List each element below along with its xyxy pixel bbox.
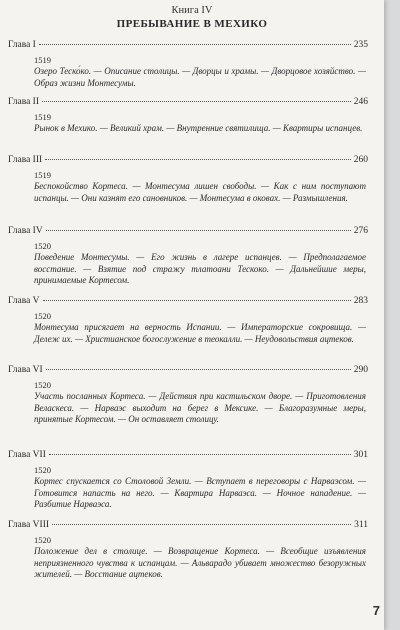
chapter-label: Глава VIII xyxy=(8,520,50,530)
chapter-heading xyxy=(8,155,368,167)
chapter-page-number: 283 xyxy=(353,296,368,306)
chapter-page-number: 235 xyxy=(353,40,368,50)
chapter-summary: Монтесума присягает на верность Испании. — Императорские сокровища. — Дележ их. — Христианское богослужение в теокалли. — Неудовольствия ацтеков. xyxy=(34,322,366,344)
chapter-page-number: 290 xyxy=(353,365,368,375)
part-title: ПРЕБЫВАНИЕ В МЕХИКО xyxy=(116,18,268,30)
chapter-summary: Рынок в Мехико. — Великий храм. — Внутренние святилища. — Квартиры испанцев. xyxy=(34,123,363,133)
chapter-page-number: 276 xyxy=(353,226,368,236)
chapter-summary: Участь посланных Кортеса. — Действия при кастильском дворе. — Приготовления Веласкеса. — Нарваэс выходит на берег в Мексике. — Благоразумные меры, принятые Кортесом. — Он оставляет столицу. xyxy=(34,391,366,424)
chapter-year: 1519 xyxy=(34,170,51,180)
chapter-label: Глава II xyxy=(8,97,40,107)
chapter-label: Глава I xyxy=(8,40,36,50)
page-number: 7 xyxy=(372,603,380,618)
chapter-label: Глава VII xyxy=(8,450,46,460)
chapter-entry xyxy=(8,296,368,345)
chapter-entry xyxy=(8,40,368,89)
chapter-year: 1520 xyxy=(34,311,51,321)
chapter-heading xyxy=(8,296,368,308)
chapter-label: Глава V xyxy=(8,296,40,306)
book-label: Книга IV xyxy=(171,5,213,16)
chapter-year: 1520 xyxy=(34,380,51,390)
dot-leader xyxy=(46,369,351,370)
dot-leader xyxy=(42,101,351,102)
chapter-label: Глава VI xyxy=(8,365,43,375)
chapter-summary: Беспокойство Кортеса. — Монтесума лишен свободы. — Как с ним поступают испанцы. — Они казнят его сановников. — Монтесума в оковах. — Размышления. xyxy=(34,181,366,203)
chapter-entry xyxy=(8,155,368,204)
chapter-entry xyxy=(8,365,368,426)
dot-leader xyxy=(49,454,351,455)
chapter-year: 1519 xyxy=(34,55,51,65)
chapter-summary: Поведение Монтесумы. — Его жизнь в лагере испанцев. — Предполагаемое восстание. — Взятие под стражу тлатоани Тескоко. — Дальнейшие меры, принимаемые Кортесом. xyxy=(34,252,366,285)
chapter-year: 1519 xyxy=(34,112,51,122)
chapter-entry xyxy=(8,97,368,135)
dot-leader xyxy=(39,44,351,45)
chapter-year: 1520 xyxy=(34,535,51,545)
chapter-heading xyxy=(8,97,368,109)
chapter-page-number: 246 xyxy=(353,97,368,107)
chapter-summary: Положение дел в столице. — Возвращение Кортеса. — Всеобщие изъявления неприязненного чувства к испанцам. — Альварадо убивает множество безоружных жителей. — Восстание ацтеков. xyxy=(34,546,366,579)
chapter-heading xyxy=(8,226,368,238)
chapter-entry xyxy=(8,226,368,287)
chapter-label: Глава IV xyxy=(8,226,43,236)
dot-leader xyxy=(46,230,351,231)
chapter-year: 1520 xyxy=(34,465,51,475)
chapter-page-number: 311 xyxy=(354,520,368,530)
dot-leader xyxy=(43,300,351,301)
chapter-summary: Кортес спускается со Столовой Земли. — Вступает в переговоры с Нарваэсом. — Готовится напасть на него. — Квартира Нарваэса. — Ночное нападение. — Разбитие Нарваэса. xyxy=(34,476,366,509)
chapter-heading xyxy=(8,450,368,462)
dot-leader xyxy=(52,524,351,525)
chapter-heading xyxy=(8,520,368,532)
chapter-page-number: 301 xyxy=(353,450,368,460)
chapter-heading xyxy=(8,365,368,377)
chapter-page-number: 260 xyxy=(353,155,368,165)
chapter-label: Глава III xyxy=(8,155,43,165)
chapter-heading xyxy=(8,40,368,52)
chapter-year: 1520 xyxy=(34,241,51,251)
chapter-entry xyxy=(8,520,368,581)
dot-leader xyxy=(45,159,351,160)
chapter-entry xyxy=(8,450,368,511)
chapter-summary: Озеро Теско́ко. — Описание столицы. — Дворцы и храмы. — Дворцовое хозяйство. — Образ жизни Монтесумы. xyxy=(34,66,366,88)
